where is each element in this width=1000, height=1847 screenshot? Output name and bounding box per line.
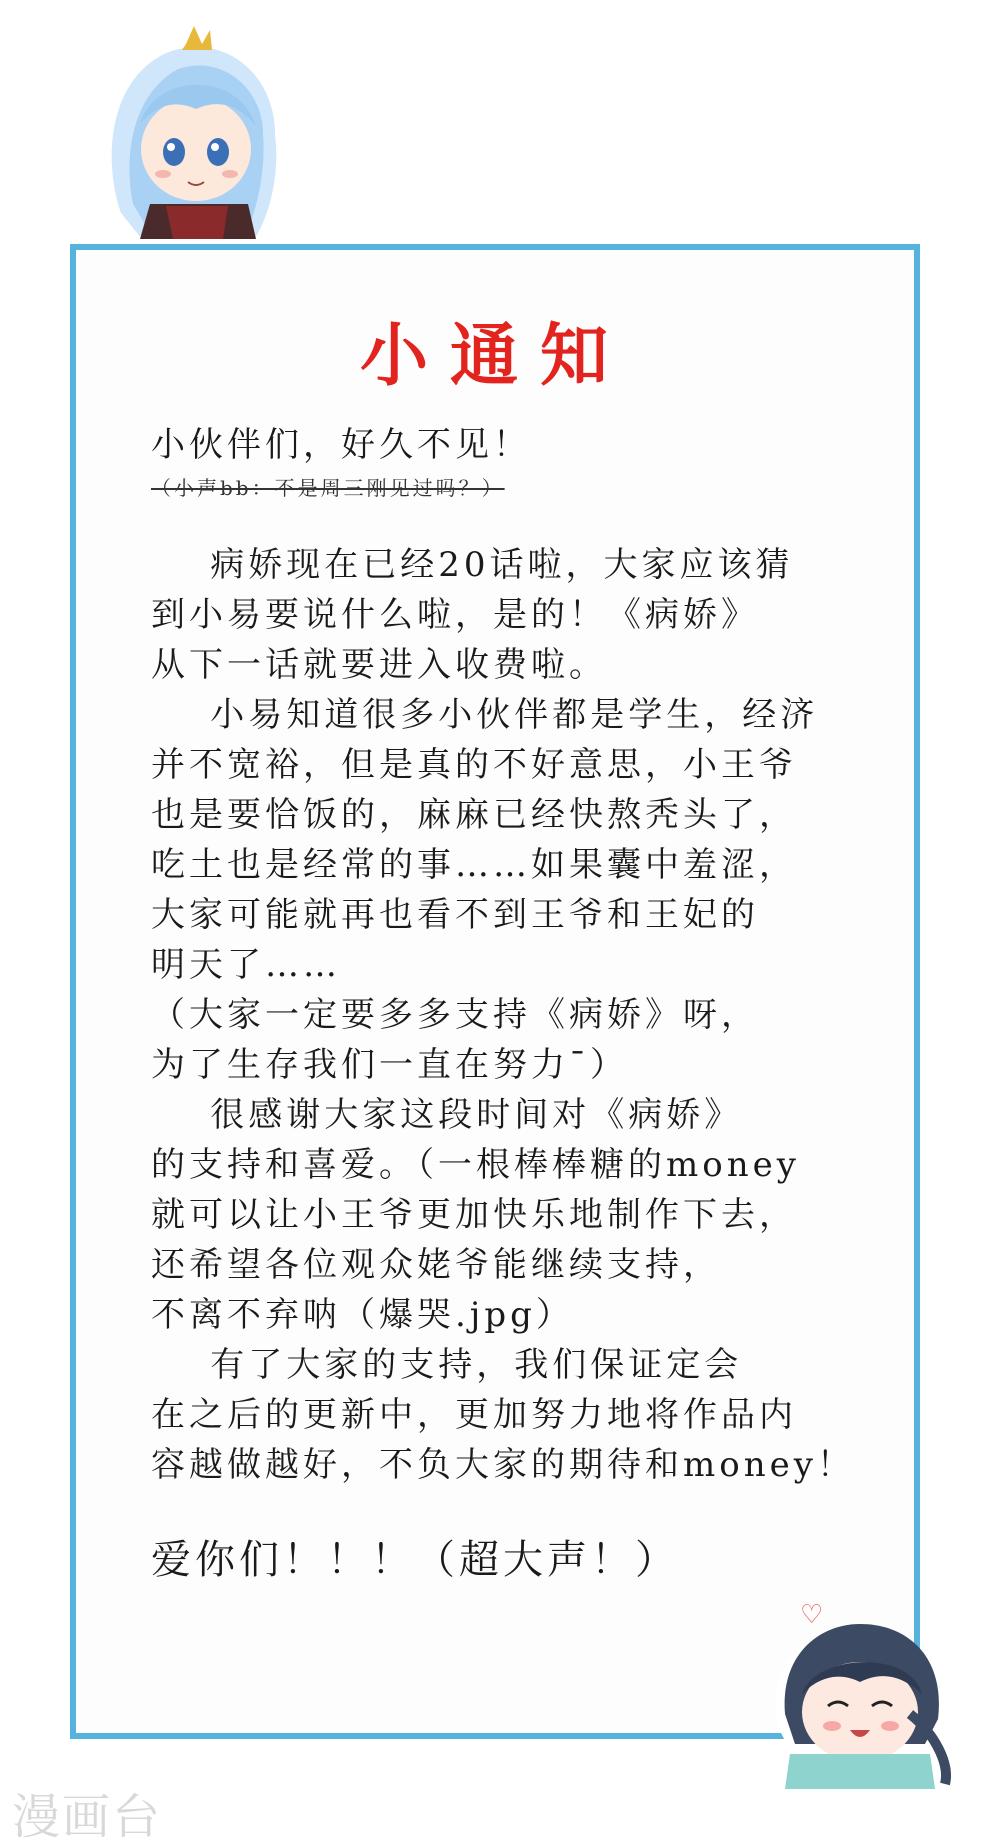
body-line: 为了生存我们一直在努力¯） — [151, 1045, 628, 1085]
body-line: 从下一话就要进入收费啦。 — [151, 645, 607, 685]
chibi-dark-hair-character-icon — [760, 1594, 960, 1794]
body-line: 不离不弃呐（爆哭.jpg） — [151, 1295, 574, 1335]
body-line: 并不宽裕，但是真的不好意思，小王爷 — [151, 745, 797, 785]
body-line: 病娇现在已经20话啦，大家应该猜 — [151, 545, 794, 585]
body-line: 还希望各位观众姥爷能继续支持， — [151, 1245, 721, 1285]
chibi-blue-hair-character-icon — [78, 14, 308, 244]
body-line: 有了大家的支持，我们保证定会 — [151, 1345, 743, 1385]
body-line: 容越做越好，不负大家的期待和money！ — [151, 1445, 855, 1485]
body-line: 明天了…… — [151, 945, 341, 985]
body-line: 在之后的更新中，更加努力地将作品内 — [151, 1395, 797, 1435]
body-line: 吃土也是经常的事……如果囊中羞涩， — [151, 845, 797, 885]
closing-line: 爱你们！！！（超大声！） — [151, 1537, 679, 1583]
watermark-logo: 漫画台 — [12, 1789, 163, 1845]
greeting-line: 小伙伴们，好久不见！ — [151, 425, 531, 465]
notice-title: 小通知 — [359, 316, 630, 396]
body-line: 也是要恰饭的，麻麻已经快熬秃头了， — [151, 795, 797, 835]
body-line: 到小易要说什么啦，是的！《病娇》 — [151, 595, 759, 635]
notice-card — [70, 244, 920, 1739]
body-line: （大家一定要多多支持《病娇》呀， — [151, 995, 759, 1035]
heart-icon: ♡ — [800, 1600, 824, 1630]
body-line: 很感谢大家这段时间对《病娇》 — [151, 1095, 743, 1135]
body-line: 的支持和喜爱。（一根棒棒糖的money — [151, 1145, 800, 1185]
notice-body — [151, 420, 871, 1590]
body-line: 就可以让小王爷更加快乐地制作下去， — [151, 1195, 797, 1235]
strikethrough-aside: （小声bb：不是周三刚见过吗？） — [151, 476, 505, 500]
body-line: 大家可能就再也看不到王爷和王妃的 — [151, 895, 759, 935]
body-line: 小易知道很多小伙伴都是学生，经济 — [151, 695, 819, 735]
